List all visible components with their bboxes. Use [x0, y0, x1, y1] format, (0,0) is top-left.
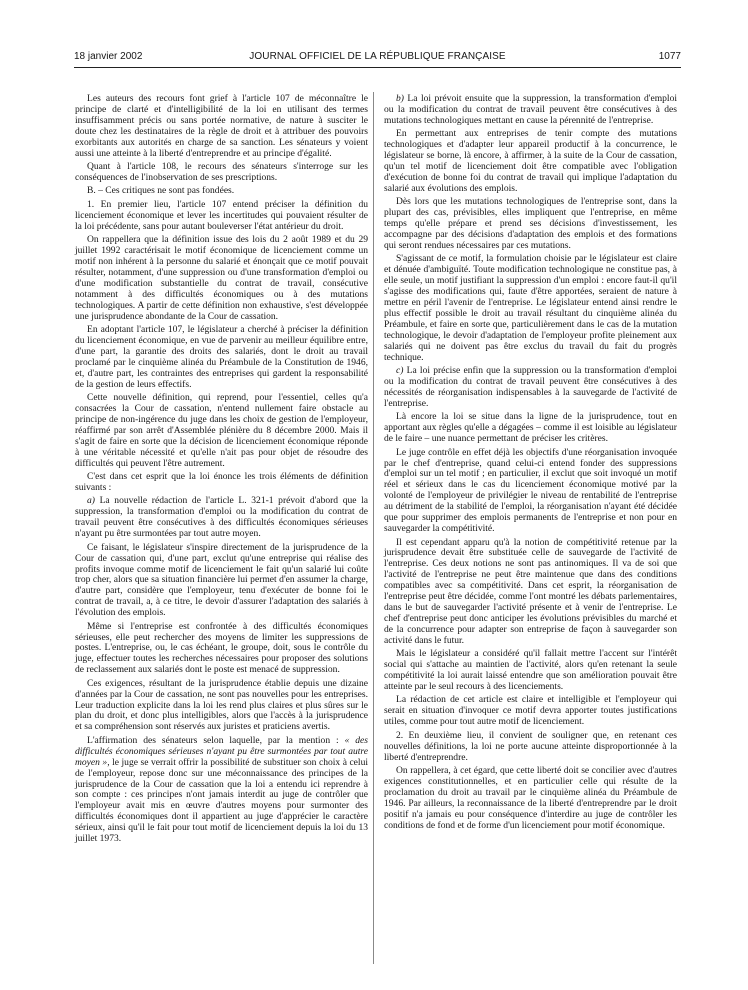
page-number: 1077 — [658, 51, 681, 62]
paragraph: b) La loi prévoit ensuite que la suppression, la transformation d'emploi ou la modification du contrat de travail peuvent être consécutives à des mutations technologiques mettant en cause la pérennité de l'entreprise. — [384, 93, 677, 126]
page-header — [74, 50, 681, 64]
paragraph: Le juge contrôle en effet déjà les objectifs d'une réorganisation invoquée par le chef d'entreprise, quand celui-ci entend fonder des suppressions d'emploi sur un tel motif ; en particulier, il exclut que soit invoqué un motif réel et sérieux dans le cas du licenciement économique motivé par la volonté de l'employeur de privilégier le niveau de rentabilité de l'entreprise au détriment de la stabilité de l'emploi, la réorganisation n'ayant été décidée que pour supprimer des emplois permanents de l'entreprise et non pour en sauvegarder la compétitivité. — [384, 446, 677, 534]
paragraph: 1. En premier lieu, l'article 107 entend préciser la définition du licenciement économique et lever les incertitudes qui pouvaient résulter de la loi précédente, sans pour autant bouleverser l'état antérieur du droit. — [75, 198, 368, 232]
journal-title: JOURNAL OFFICIEL DE LA RÉPUBLIQUE FRANÇAISE — [249, 51, 506, 62]
paragraph: La rédaction de cet article est claire et intelligible et l'employeur qui serait en situation d'invoquer ce motif devra apporter toutes justifications utiles, comme pour tout autre motif de licenciement. — [384, 694, 677, 728]
paragraph: Ces exigences, résultant de la jurisprudence établie depuis une dizaine d'années par la Cour de cassation, ne sont pas nouvelles pour les entreprises. Leur traduction explicite dans la loi les rend plus claires et plus sûres sur le plan du droit, et donc plus intelligibles, alors que l'accès à la jurisprudence et sa compréhension sont réservés aux juristes et praticiens avertis. — [75, 677, 368, 733]
issue-date: 18 janvier 2002 — [74, 51, 143, 62]
paragraph: S'agissant de ce motif, la formulation choisie par le législateur est claire et dénuée d'ambiguïté. Toute modification technologique ne constitue pas, à elle seule, un motif justifiant la suppression d'un emploi : encore faut-il qu'il s'agisse des modifications qui, faute d'être apportées, seraient de nature à mettre en péril l'avenir de l'entreprise. Le législateur entend ainsi rendre le plus effectif possible le droit au travail résultant du cinquième alinéa du Préambule, et faire en sorte que, particulièrement dans le cas de la mutation technologique, le devoir d'adaptation de l'employeur profite pleinement aux salariés qui ne doivent pas être exclus du travail du fait du progrès technique. — [384, 253, 677, 363]
paragraph: Les auteurs des recours font grief à l'article 107 de méconnaître le principe de clarté et d'intelligibilité de la loi en utilisant des termes insuffisamment précis ou sans portée normative, de nature à susciter le doute chez les destinataires de la règle de droit et à attribuer des pouvoirs exorbitants aux autorités en charge de sa sanction. Les sénateurs y voient aussi une atteinte à la liberté d'entreprendre et au principe d'égalité. — [75, 93, 368, 159]
paragraph: c) La loi précise enfin que la suppression ou la transformation d'emploi ou la modification du contrat de travail peuvent être consécutives à des nécessités de réorganisation indispensables à la sauvegarde de l'activité de l'entreprise. — [384, 365, 677, 409]
paragraph: On rappellera, à cet égard, que cette liberté doit se concilier avec d'autres exigences constitutionnelles, et en particulier celle qui résulte de la proclamation du droit au travail par le cinquième alinéa du Préambule de 1946. Par ailleurs, la reconnaissance de la liberté d'entreprendre par le droit positif n'a jamais eu pour conséquence d'interdire au juge de contrôler les conditions de fond et de forme d'un licenciement pour motif économique. — [384, 765, 677, 831]
item-label: a) — [87, 495, 95, 507]
paragraph: En permettant aux entreprises de tenir compte des mutations technologiques et d'adapter leur appareil productif à la concurrence, le législateur se borne, là encore, à affirmer, à la suite de la Cour de cassation, qu'un tel motif de licenciement doit être compatible avec l'obligation d'exécution de bonne foi du contrat de travail qui implique l'adaptation du salarié aux évolutions des emplois. — [384, 128, 677, 194]
paragraph: Dès lors que les mutations technologiques de l'entreprise sont, dans la plupart des cas, prévisibles, elles impliquent que l'entreprise, en même temps qu'elle prépare et prend ses décisions d'investissement, les accompagne par des décisions d'adaptation des emplois et des formations qui seront rendues nécessaires par ces mutations. — [384, 196, 677, 251]
left-column — [75, 94, 368, 848]
paragraph: Ce faisant, le législateur s'inspire directement de la jurisprudence de la Cour de cassation qui, d'une part, exclut qu'une entreprise qui réalise des profits invoque comme motif de licenciement le fait qu'un salarié lui coûte trop cher, alors que sa situation financière lui permet d'en assumer la charge, d'autre part, considère que l'employeur, tenu d'exécuter de bonne foi le contrat de travail, a, à ce titre, le devoir d'assurer l'adaptation des salariés à l'évolution des emplois. — [75, 541, 368, 619]
item-label: b) — [396, 93, 404, 104]
paragraph: Cette nouvelle définition, qui reprend, pour l'essentiel, celles qu'a consacrées la Cour de cassation, n'entend nullement faire obstacle au principe de non-ingérence du juge dans les choix de gestion de l'employeur, réaffirmé par son arrêt d'Assemblée plénière du 8 décembre 2000. Mais il s'agit de faire en sorte que la décision de licenciement économique réponde à une véritable nécessité et qu'elle n'ait pas pour objet de résoudre des difficultés qui peuvent l'être autrement. — [75, 392, 368, 469]
paragraph: Quant à l'article 108, le recours des sénateurs s'interroge sur les conséquences de l'inobservation de ses prescriptions. — [75, 161, 368, 183]
paragraph: L'affirmation des sénateurs selon laquelle, par la mention : « des difficultés économiques sérieuses n'ayant pu être surmontées par tout autre moyen », le juge se verrait offrir la possibilité de substituer son choix à celui de l'employeur, repose donc sur une méconnaissance des principes de la jurisprudence de la Cour de cassation que la loi a entendu ici reprendre à son compte : ces principes n'ont jamais interdit au juge de contrôler que l'employeur avait mis en œuvre d'autres moyens pour surmonter des difficultés économiques dont il appartient au juge d'apprécier le caractère sérieux, ainsi qu'il le fait pour tout motif de licenciement depuis la loi du 13 juillet 1973. — [75, 734, 369, 845]
item-label: c) — [396, 365, 404, 377]
quoted-mention: « des difficultés économiques sérieuses n'ayant pu être surmontées par tout autre moyen » — [75, 734, 368, 768]
column-divider — [373, 92, 374, 964]
paragraph: Même si l'entreprise est confrontée à des difficultés économiques sérieuses, elle peut rechercher des moyens de limiter les suppressions de postes. L'entreprise, ou, le cas échéant, le groupe, doit, sous le contrôle du juge, effectuer toutes les recherches nécessaires pour proposer des solutions de reclassement aux salariés dont le poste est menacé de suppression. — [75, 620, 368, 676]
paragraph: a) La nouvelle rédaction de l'article L. 321-1 prévoit d'abord que la suppression, la transformation d'emploi ou la modification du contrat de travail peuvent être consécutives à des difficultés économiques sérieuses n'ayant pu être surmontées par tout autre moyen. — [75, 495, 369, 540]
paragraph: En adoptant l'article 107, le législateur a cherché à préciser la définition du licenciement économique, en vue de parvenir au meilleur équilibre entre, d'une part, la garantie des droits des salariés, dont le droit au travail proclamé par le cinquième alinéa du Préambule de la Constitution de 1946, et, d'autre part, les contraintes des entreprises qui gardent la responsabilité de la gestion de leurs effectifs. — [75, 324, 368, 390]
paragraph: C'est dans cet esprit que la loi énonce les trois éléments de définition suivants : — [75, 471, 368, 493]
paragraph: Là encore la loi se situe dans la ligne de la jurisprudence, tout en apportant aux règles qu'elle a dégagées – comme il est loisible au législateur de le faire – une nuance permettant de préciser les critères. — [384, 411, 677, 445]
paragraph: On rappellera que la définition issue des lois du 2 août 1989 et du 29 juillet 1992 caractérisait le motif économique de licenciement comme un motif non inhérent à la personne du salarié et énonçait que ce motif pouvait résulter, notamment, d'une suppression ou d'une transformation d'emploi ou d'une modification substantielle du contrat de travail, consécutive notamment à des difficultés économiques ou à des mutations technologiques. A partir de cette définition non exhaustive, s'est développée une jurisprudence abondante de la Cour de cassation. — [75, 234, 368, 322]
paragraph: Mais le législateur a considéré qu'il fallait mettre l'accent sur l'intérêt social qui s'attache au maintien de l'activité, alors qu'en retenant la seule compétitivité la loi aurait laissé entendre que son amélioration pouvait être atteinte par le seul recours à des licenciements. — [384, 648, 677, 692]
paragraph: 2. En deuxième lieu, il convient de souligner que, en retenant ces nouvelles définitions, la loi ne porte aucune atteinte disproportionnée à la liberté d'entreprendre. — [384, 729, 677, 763]
paragraph: Il est cependant apparu qu'à la notion de compétitivité retenue par la jurisprudence devait être substituée celle de sauvegarde de l'activité de l'entreprise. Ces deux notions ne sont pas antinomiques. Il va de soi que l'activité de l'entreprise ne peut être maintenue que dans des conditions compatibles avec sa compétitivité. Dans cet esprit, la réorganisation de l'entreprise peut être décidée, comme l'ont montré les débats parlementaires, dans le but de sauvegarder l'activité présente et à venir de l'entreprise. Le chef d'entreprise peut donc anticiper les évolutions prévisibles du marché et de la concurrence pour adapter son entreprise de façon à sauvegarder son activité dans le futur. — [384, 536, 677, 646]
header-rule — [74, 67, 681, 68]
right-column — [384, 94, 677, 834]
section-heading: B. – Ces critiques ne sont pas fondées. — [87, 185, 235, 197]
